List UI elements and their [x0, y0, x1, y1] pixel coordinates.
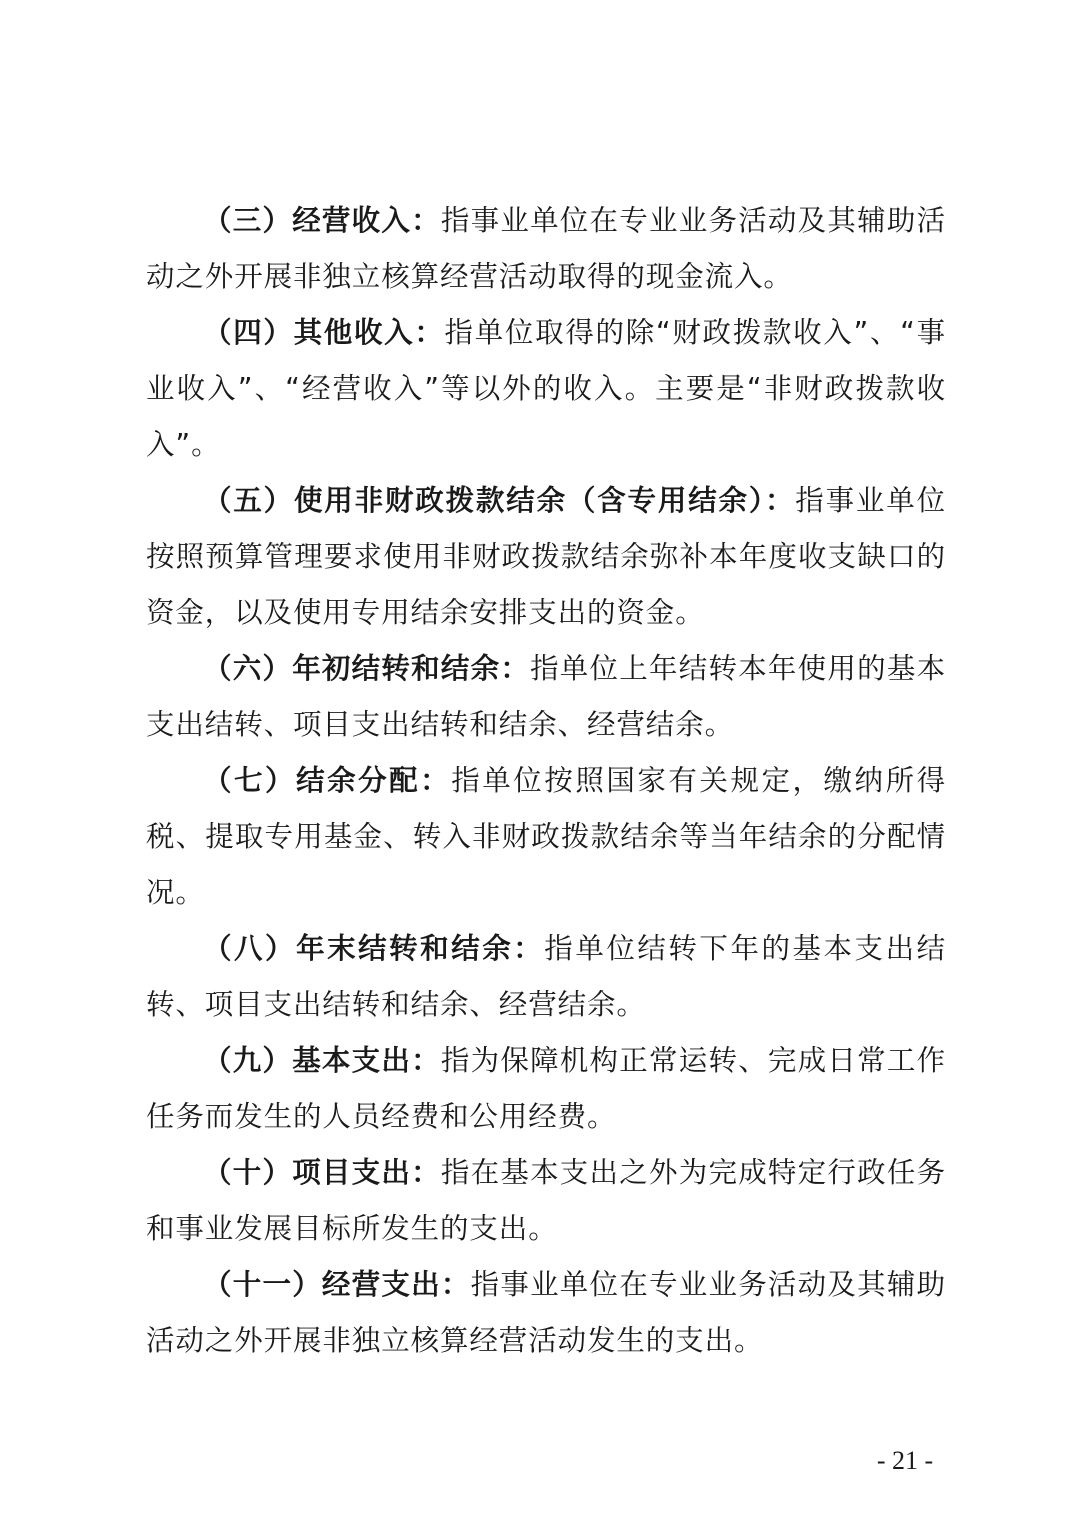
- term-opening-carryover: （六）年初结转和结余：: [203, 652, 531, 685]
- definition-surplus-distribution: 指单位按照国家有关规定，缴纳所得税、提取专用基金、转入非财政拨款结余等当年结余的分配情况。: [146, 764, 947, 909]
- document-body: [146, 193, 946, 1369]
- paragraph-operating-income: [146, 193, 946, 305]
- term-project-expenditure: （十）项目支出：: [203, 1156, 441, 1189]
- paragraph-other-income: [146, 305, 946, 473]
- term-closing-carryover: （八）年末结转和结余：: [203, 932, 545, 965]
- definition-opening-carryover: 指单位上年结转本年使用的基本支出结转、项目支出结转和结余、经营结余。: [146, 652, 946, 741]
- paragraph-closing-carryover: [146, 921, 946, 1033]
- definition-other-income: 指单位取得的除“财政拨款收入”、“事业收入”、“经营收入”等以外的收入。主要是“非财政拨款收入”。: [146, 316, 947, 461]
- term-basic-expenditure: （九）基本支出：: [203, 1044, 441, 1077]
- term-other-income: （四）其他收入：: [203, 316, 445, 349]
- definition-operating-income: 指事业单位在专业业务活动及其辅助活动之外开展非独立核算经营活动取得的现金流入。: [146, 204, 946, 293]
- paragraph-use-of-nonfiscal-balance: [146, 473, 946, 641]
- term-operating-income: （三）经营收入：: [203, 204, 441, 237]
- definition-use-of-nonfiscal-balance: 指事业单位按照预算管理要求使用非财政拨款结余弥补本年度收支缺口的资金，以及使用专用结余安排支出的资金。: [146, 484, 946, 629]
- definition-basic-expenditure: 指为保障机构正常运转、完成日常工作任务而发生的人员经费和公用经费。: [146, 1044, 946, 1133]
- paragraph-basic-expenditure: [146, 1033, 946, 1145]
- term-surplus-distribution: （七）结余分配：: [203, 764, 452, 797]
- term-operating-expenditure: （十一）经营支出：: [203, 1268, 471, 1301]
- paragraph-project-expenditure: [146, 1145, 946, 1257]
- definition-operating-expenditure: 指事业单位在专业业务活动及其辅助活动之外开展非独立核算经营活动发生的支出。: [146, 1268, 947, 1357]
- definition-closing-carryover: 指单位结转下年的基本支出结转、项目支出结转和结余、经营结余。: [146, 932, 947, 1021]
- paragraph-opening-carryover: [146, 641, 946, 753]
- paragraph-operating-expenditure: [146, 1257, 946, 1369]
- page-number: - 21 -: [876, 1446, 934, 1475]
- definition-project-expenditure: 指在基本支出之外为完成特定行政任务和事业发展目标所发生的支出。: [146, 1156, 946, 1245]
- paragraph-surplus-distribution: [146, 753, 946, 921]
- term-use-of-nonfiscal-balance: （五）使用非财政拨款结余（含专用结余）：: [203, 484, 796, 517]
